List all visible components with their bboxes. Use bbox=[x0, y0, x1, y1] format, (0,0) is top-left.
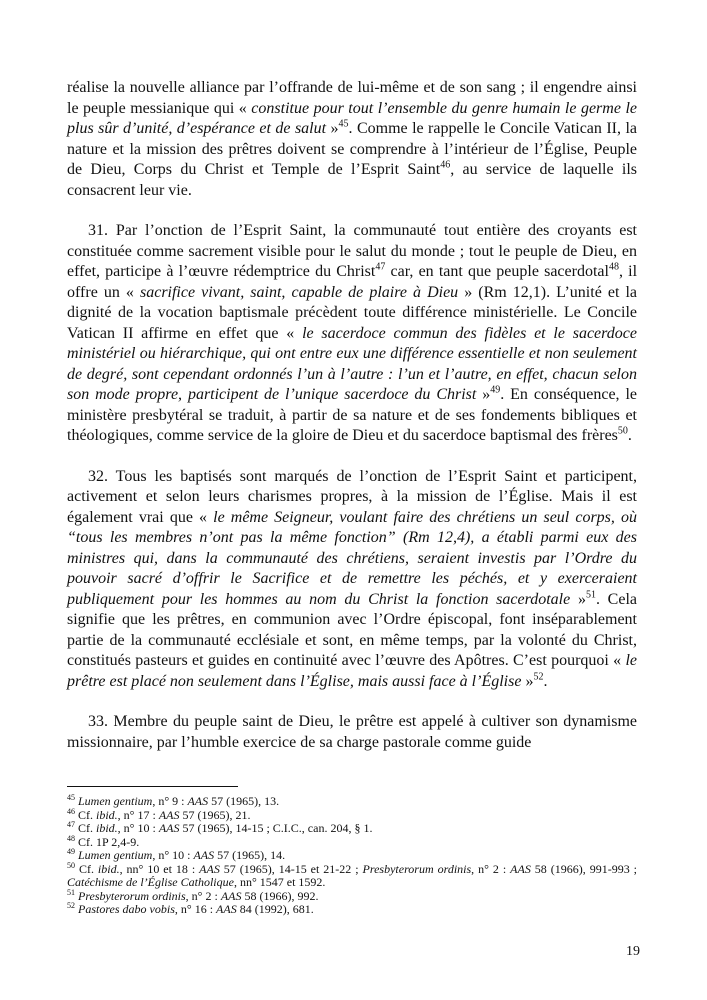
italic-text: Presbyterorum ordinis bbox=[78, 888, 186, 903]
italic-text: AAS bbox=[158, 807, 180, 822]
text-run: Cf. bbox=[75, 807, 96, 822]
paragraph bbox=[67, 78, 637, 201]
text-run: , n° 10 : bbox=[152, 848, 194, 862]
paragraph bbox=[67, 467, 637, 693]
text-run: 58 (1966), 991-993 ; bbox=[530, 861, 637, 876]
document-body bbox=[67, 78, 637, 773]
footnote bbox=[67, 806, 637, 823]
italic-text: Lumen gentium bbox=[78, 848, 153, 862]
text-run: 31. Par l’onction de l’Esprit Saint, la communauté tout entière des croyants est constituée comme sacrement visible pour le salut du monde ; tout le peuple de Dieu, en effet, participe à l’œuvre rédemptrice du Christ bbox=[67, 222, 637, 280]
text-run: 57 (1965), 13. bbox=[208, 794, 280, 808]
footnote-reference: 49 bbox=[67, 847, 75, 856]
text-run: 32. Tous les baptisés sont marqués de l’onction de l’Esprit Saint et participent, activement et selon leurs charismes propres, à la mission de l’Église. Mais il est également vrai que « bbox=[67, 467, 637, 526]
text-run: » bbox=[570, 590, 586, 608]
text-run: » bbox=[521, 672, 534, 690]
paragraph bbox=[67, 221, 637, 447]
text-run: , nn° 10 et 18 : bbox=[119, 861, 200, 876]
text-run: . bbox=[627, 427, 632, 444]
footnote bbox=[67, 849, 637, 863]
footnote-reference: 52 bbox=[67, 901, 75, 910]
footnote-reference: 46 bbox=[67, 806, 75, 816]
footnote bbox=[67, 887, 637, 904]
italic-text: ibid. bbox=[96, 807, 118, 822]
italic-text: AAS bbox=[158, 821, 180, 835]
text-run: . Comme le rappelle le Concile Vatican II, la nature et la mission des prêtres doivent se comprendre à l’intérieur de l’Église, Peuple de Dieu, Corps du Christ et Temple de l’Esprit Saint bbox=[67, 120, 638, 178]
text-run: . En conséquence, le ministère presbytéral se traduit, à partir de sa nature et de ses fondements bibliques et théologiques, comme service de la gloire de Dieu et du sacerdoce baptismal des frères bbox=[67, 386, 637, 444]
italic-text: constitue pour tout l’ensemble du genre humain le germe le plus sûr d’unité, d’espérance et de salut bbox=[67, 99, 637, 137]
text-run: 33. Membre du peuple saint de Dieu, le prêtre est appelé à cultiver son dynamisme missionnaire, par l’humble exercice de sa charge pastorale comme guide bbox=[67, 713, 637, 751]
text-run: Cf. bbox=[75, 861, 98, 876]
italic-text: AAS bbox=[216, 902, 237, 916]
italic-text: Presbyterorum ordinis bbox=[362, 861, 472, 876]
text-run: » bbox=[476, 386, 491, 403]
italic-text: Lumen gentium bbox=[78, 794, 153, 808]
italic-text: AAS bbox=[510, 861, 531, 876]
text-run: , au service de laquelle ils consacrent leur vie. bbox=[67, 161, 637, 199]
footnote-reference: 52 bbox=[533, 671, 544, 683]
text-run: Cf. bbox=[75, 821, 96, 835]
italic-text: ibid. bbox=[97, 861, 120, 876]
italic-text: le même Seigneur, voulant faire des chrétiens un seul corps, où “tous les membres n’ont pas la même fonction” (Rm 12,4), a établi parmi eux des ministres qui, dans la communauté des chrétiens, seraient investis par l’Ordre du pouvoir sacré d’offrir le Sacrifice et de remettre les péchés, et y exerceraient publiquement pour les hommes au nom du Christ la fonction sacerdotale bbox=[67, 508, 638, 608]
italic-text: AAS bbox=[193, 848, 215, 862]
footnote-reference: 45 bbox=[67, 793, 75, 802]
text-run: , n° 2 : bbox=[471, 861, 511, 876]
italic-text: AAS bbox=[220, 888, 242, 903]
footnote bbox=[67, 822, 637, 836]
text-run: 57 (1965), 21. bbox=[179, 807, 251, 822]
text-run: , n° 10 : bbox=[117, 821, 159, 835]
italic-text: le prêtre est placé non seulement dans l’Église, mais aussi face à l’Église bbox=[67, 652, 637, 690]
footnote-reference: 48 bbox=[608, 261, 619, 273]
text-run: Cf. 1P 2,4-9. bbox=[75, 834, 140, 849]
footnote-reference: 48 bbox=[67, 833, 75, 843]
italic-text: sacrifice vivant, saint, capable de plaire à Dieu bbox=[139, 283, 459, 301]
footnote-reference: 51 bbox=[585, 589, 596, 601]
text-run: car, en tant que peuple sacerdotal bbox=[385, 263, 609, 280]
text-run: 57 (1965), 14. bbox=[214, 848, 286, 862]
footnote bbox=[67, 833, 637, 850]
footnote-reference: 50 bbox=[67, 860, 75, 870]
text-run: 58 (1966), 992. bbox=[241, 888, 319, 903]
footnote-reference: 46 bbox=[440, 159, 451, 171]
footnote bbox=[67, 795, 637, 809]
footnote bbox=[67, 860, 637, 890]
footnote-reference: 51 bbox=[67, 887, 75, 897]
text-run: . bbox=[543, 672, 548, 690]
italic-text: AAS bbox=[187, 794, 209, 808]
text-run: 57 (1965), 14-15 ; C.I.C., can. 204, § 1. bbox=[179, 821, 373, 835]
text-run: 84 (1992), 681. bbox=[236, 902, 314, 916]
footnote-reference: 49 bbox=[490, 384, 501, 396]
page-number: 19 bbox=[626, 944, 640, 959]
footnotes bbox=[67, 795, 637, 917]
text-run: . Cela signifie que les prêtres, en communion avec l’Ordre épiscopal, font inséparablement partie de la communauté ecclésiale et sont, en même temps, par la volonté du Christ, constitués pasteurs et guides en continuité avec l’œuvre des Apôtres. C’est pourquoi « bbox=[67, 590, 637, 669]
text-run: » (Rm 12,1). L’unité et la dignité de la vocation baptismale précèdent toute différence ministérielle. Le Concile Vatican II affirme en effet que « bbox=[67, 283, 638, 342]
text-run: 57 (1965), 14-15 et 21-22 ; bbox=[219, 861, 363, 876]
text-run: , il offre un « bbox=[67, 263, 638, 301]
footnote-reference: 47 bbox=[67, 820, 75, 829]
italic-text: ibid. bbox=[96, 821, 118, 835]
footnote-separator bbox=[67, 786, 238, 787]
text-run: , nn° 1547 et 1592. bbox=[233, 875, 326, 889]
footnote-reference: 47 bbox=[375, 261, 386, 273]
footnote bbox=[67, 903, 637, 917]
footnote-reference: 45 bbox=[338, 118, 349, 130]
italic-text: Pastores dabo vobis bbox=[78, 902, 175, 916]
text-run: , n° 16 : bbox=[174, 902, 217, 916]
italic-text: Catéchisme de l’Église Catholique bbox=[67, 875, 234, 889]
paragraph bbox=[67, 712, 637, 753]
text-run: , n° 17 : bbox=[117, 807, 159, 822]
text-run: réalise la nouvelle alliance par l’offrande de lui-même et de son sang ; il engendre ainsi le peuple messianique qui « bbox=[67, 79, 637, 117]
text-run: , n° 9 : bbox=[152, 794, 188, 808]
text-run: » bbox=[326, 120, 339, 137]
italic-text: le sacerdoce commun des fidèles et le sacerdoce ministériel ou hiérarchique, qui ont entre eux une différence essentielle et non seulement de degré, sont cependant ordonnés l’un à l’autre : l’un et l’autre, en effet, chacun selon son mode propre, participent de l’unique sacerdoce du Christ bbox=[67, 324, 637, 403]
text-run: , n° 2 : bbox=[185, 888, 221, 903]
footnote-reference: 50 bbox=[617, 425, 628, 437]
italic-text: AAS bbox=[199, 861, 220, 876]
